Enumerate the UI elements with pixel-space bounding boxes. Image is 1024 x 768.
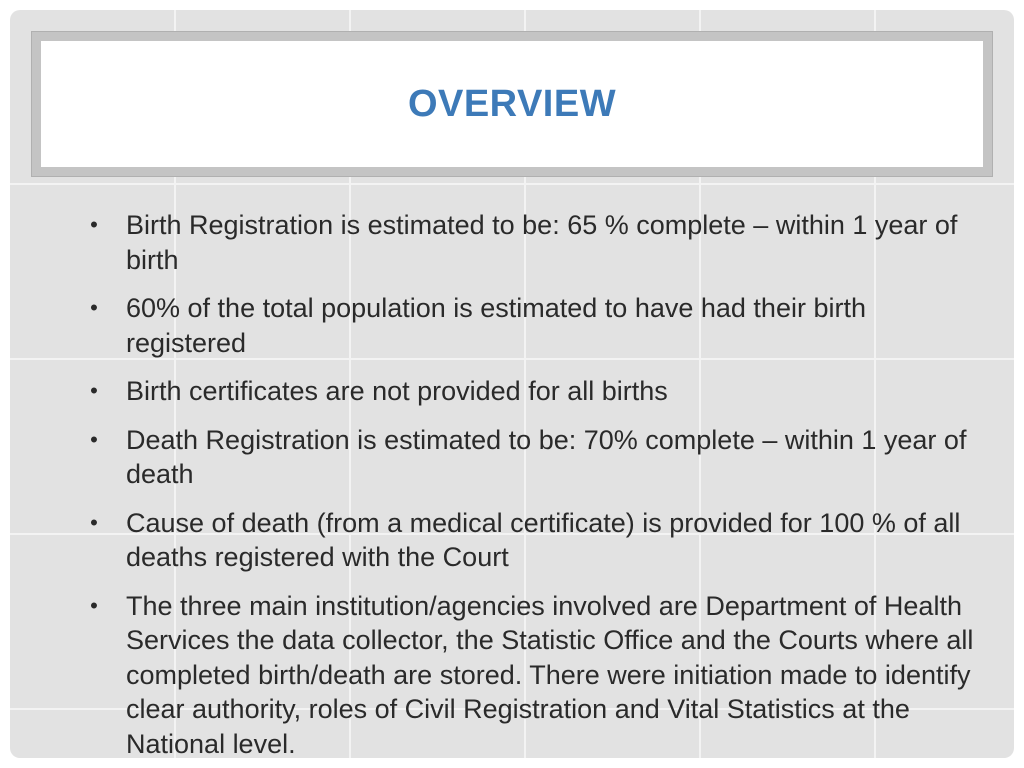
bullet-text: Death Registration is estimated to be: 70% complete – within 1 year of death — [126, 424, 967, 489]
slide-title: OVERVIEW — [407, 82, 617, 125]
bullet-text: The three main institution/agencies involved are Department of Health Services the data collector, the Statistic Office and the Courts where all completed birth/death are stored. There were initiation made to identify clear authority, roles of Civil Registration and Vital Statistics at the National level. — [126, 590, 974, 758]
bullet-icon: • — [90, 509, 98, 535]
bullet-item — [84, 208, 984, 277]
slide — [10, 10, 1014, 758]
bullet-item — [84, 589, 984, 759]
bullet-text: Cause of death (from a medical certificate) is provided for 100 % of all deaths registered with the Court — [126, 507, 961, 572]
title-box — [41, 41, 983, 167]
bullet-text: Birth Registration is estimated to be: 65 % complete – within 1 year of birth — [126, 210, 958, 275]
bullet-item — [84, 506, 984, 575]
bullet-item — [84, 291, 984, 360]
bullet-text: 60% of the total population is estimated to have had their birth registered — [126, 293, 866, 358]
bullet-icon: • — [90, 426, 98, 452]
bullet-icon: • — [90, 592, 98, 618]
bullet-item — [84, 423, 984, 492]
bullet-text: Birth certificates are not provided for all births — [126, 376, 668, 406]
bullet-icon: • — [90, 295, 98, 320]
title-frame — [31, 31, 993, 177]
bullet-item — [84, 374, 984, 409]
bullet-icon: • — [90, 212, 98, 237]
bullet-icon: • — [90, 378, 98, 403]
bullet-list — [84, 208, 984, 758]
